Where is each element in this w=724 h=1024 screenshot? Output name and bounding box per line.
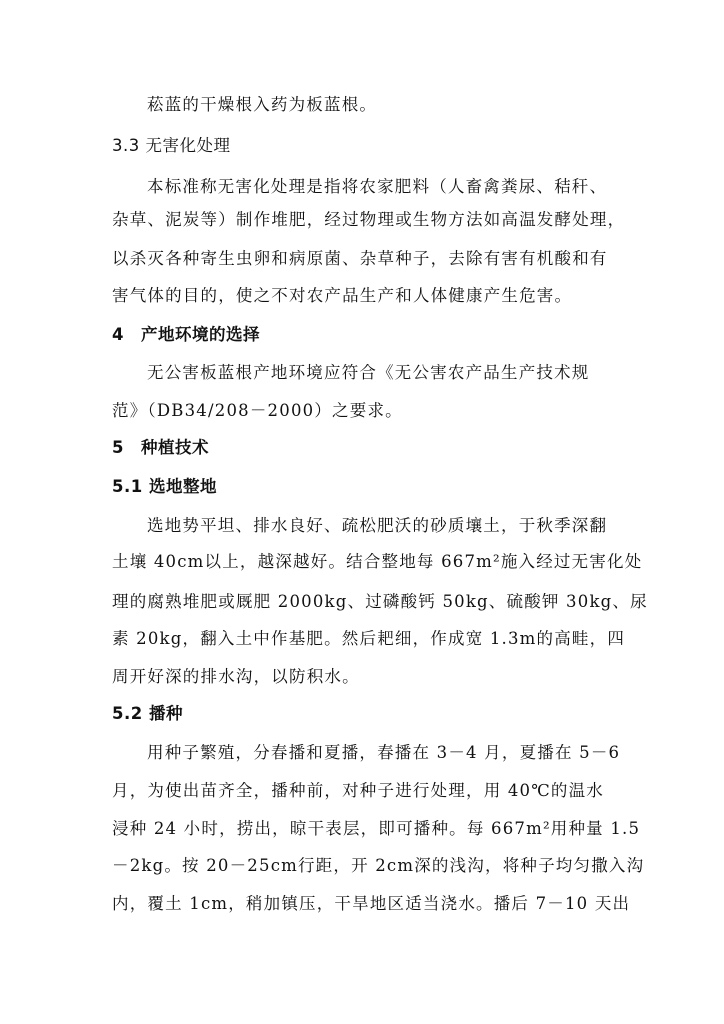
body-text-line: 内，覆土 1cm，稍加镇压，干旱地区适当浇水。播后 7－10 天出: [112, 894, 631, 913]
body-text-line: 害气体的目的，使之不对农产品生产和人体健康产生危害。: [112, 286, 573, 305]
body-text-line: 土壤 40cm以上，越深越好。结合整地每 667m²施入经过无害化处: [112, 552, 643, 571]
body-text-line: 理的腐熟堆肥或厩肥 2000kg、过磷酸钙 50kg、硫酸钾 30kg、尿: [112, 592, 648, 611]
body-text-line: 周开好深的排水沟，以防积水。: [112, 667, 360, 686]
body-text-line: 以杀灭各种寄生虫卵和病原菌、杂草种子，去除有害有机酸和有: [112, 249, 608, 268]
section-heading-5-1: 5.1 选地整地: [112, 477, 217, 496]
body-text-line: 浸种 24 小时，捞出，晾干表层，即可播种。每 667m²用种量 1.5: [112, 819, 641, 838]
section-heading-5: 5 种植技术: [112, 438, 209, 457]
body-text-line: 选地势平坦、排水良好、疏松肥沃的砂质壤土，于秋季深翻: [147, 516, 608, 535]
body-text-line: 月，为使出苗齐全，播种前，对种子进行处理，用 40℃的温水: [112, 781, 604, 800]
section-heading-5-2: 5.2 播种: [112, 704, 183, 723]
body-text-line: 素 20kg，翻入土中作基肥。然后耙细，作成宽 1.3m的高畦，四: [112, 629, 626, 648]
body-text-line: 无公害板蓝根产地环境应符合《无公害农产品生产技术规: [147, 363, 590, 382]
body-text-line: 杂草、泥炭等）制作堆肥，经过物理或生物方法如高温发酵处理，: [112, 210, 626, 229]
section-heading-3-3: 3.3 无害化处理: [112, 136, 231, 155]
body-text-line: 菘蓝的干燥根入药为板蓝根。: [147, 95, 378, 114]
section-heading-4: 4 产地环境的选择: [112, 325, 260, 344]
body-text-line: 范》（DB34/208－2000）之要求。: [112, 401, 403, 420]
body-text-line: 用种子繁殖，分春播和夏播，春播在 3－4 月，夏播在 5－6: [147, 743, 621, 762]
body-text-line: 本标准称无害化处理是指将农家肥料（人畜禽粪尿、秸秆、: [147, 177, 608, 196]
body-text-line: －2kg。按 20－25cm行距，开 2cm深的浅沟，将种子均匀撒入沟: [112, 856, 645, 875]
